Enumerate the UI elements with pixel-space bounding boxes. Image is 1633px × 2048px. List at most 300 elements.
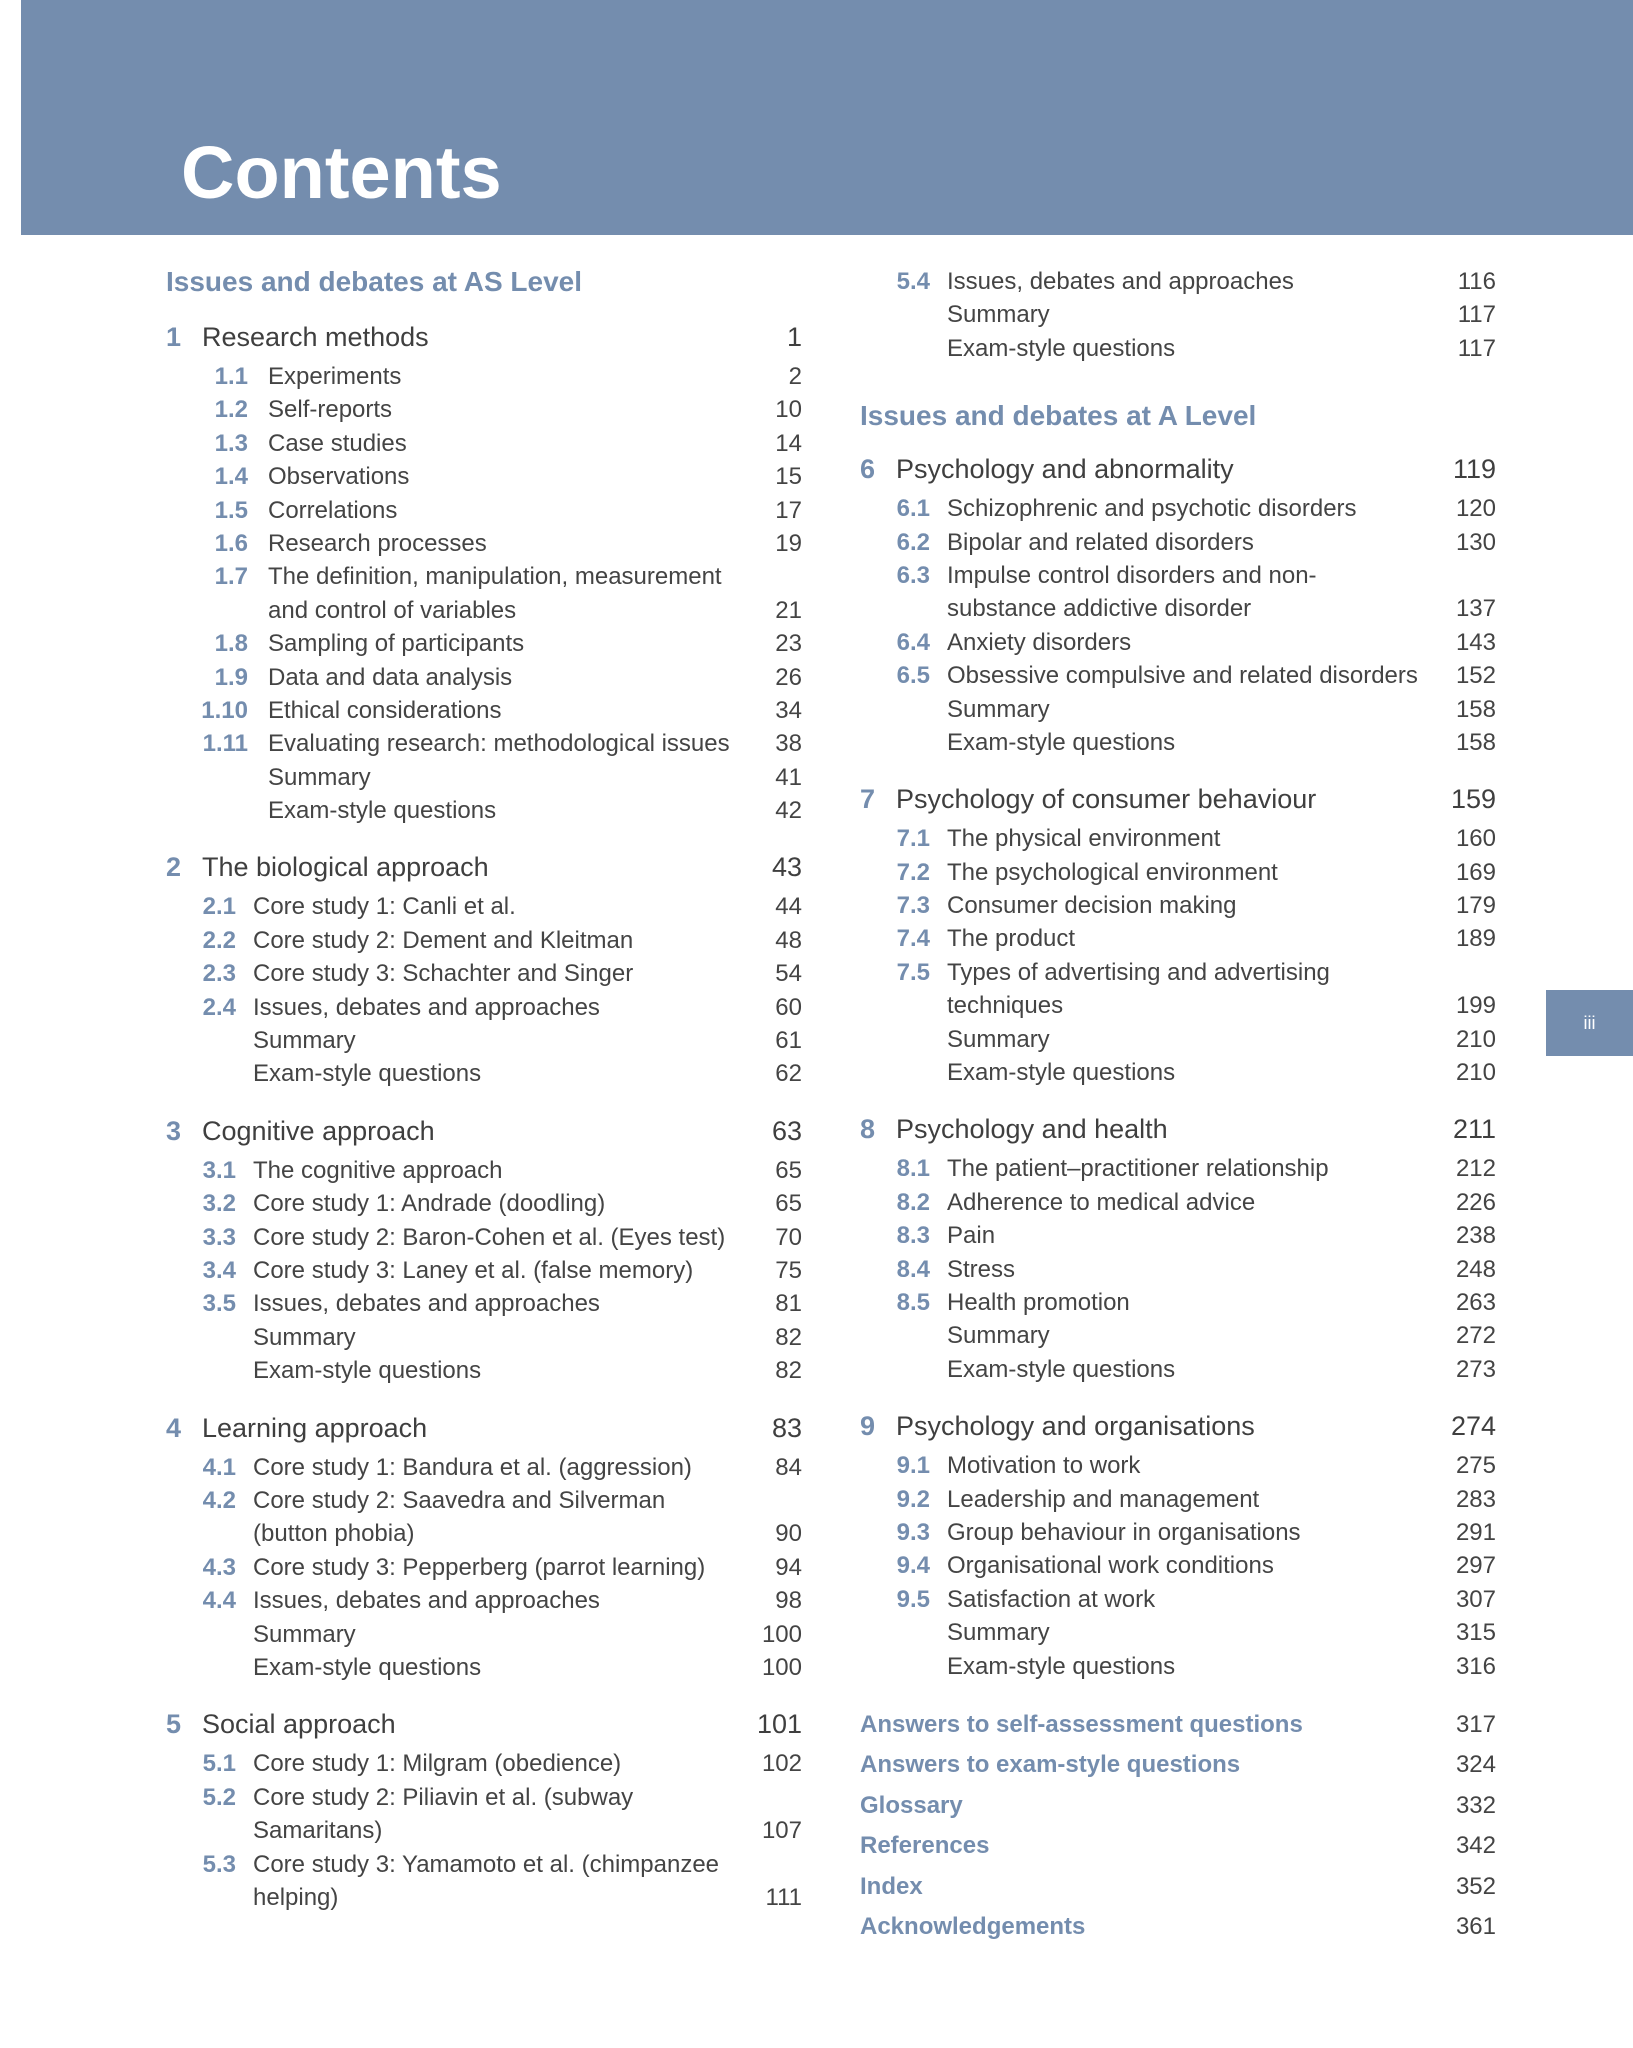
page-number-tab: iii [1546,990,1633,1056]
chapter-heading-7[interactable] [860,781,1496,817]
toc-section-6-1[interactable] [860,492,1496,525]
section-title: Case studies [268,429,407,457]
page-number: 210 [1455,1059,1496,1087]
page-number: 48 [775,926,802,954]
toc-section-3-4[interactable] [166,1254,802,1287]
chapter-number: 4 [166,1412,182,1443]
toc-chapter-6 [860,451,1496,759]
page-number: 21 [775,596,802,624]
section-title: Types of advertising and advertising techniques [947,958,1330,1020]
toc-section-1-5[interactable] [166,494,802,527]
toc-section-1-4[interactable] [166,460,802,493]
section-number: 8.1 [896,1155,930,1183]
page-number: 316 [1455,1652,1496,1680]
page-number: 98 [775,1587,802,1615]
toc-section-1-7[interactable] [166,560,802,627]
section-title: Exam-style questions [268,797,497,825]
page-number: 189 [1455,925,1496,953]
chapter-title: Psychology and abnormality [896,454,1234,485]
section-number: 7.5 [896,958,930,986]
chapter-page-number: 63 [771,1115,802,1146]
page-number: 248 [1455,1255,1496,1283]
toc-chapter-8 [860,1111,1496,1386]
toc-section-2-1[interactable] [166,890,802,923]
toc-section-2-4[interactable] [166,991,802,1024]
section-title: Core study 2: Dement and Kleitman [253,926,634,954]
page-number: 61 [775,1027,802,1055]
section-number: 2.2 [202,926,236,954]
toc-section-1-1[interactable] [166,360,802,393]
chapter-heading-3[interactable] [166,1113,802,1149]
chapter-title: Research methods [202,322,429,352]
section-number: 1.9 [214,663,248,691]
section-title: Summary [947,1619,1050,1647]
chapter-page-number: 211 [1452,1114,1496,1145]
section-title: Core study 2: Baron-Cohen et al. (Eyes test) [253,1223,726,1251]
toc-section-summary[interactable] [860,1319,1496,1352]
chapter-page-number: 119 [1452,454,1496,485]
toc-section-exam-style-questions[interactable] [860,1650,1496,1683]
section-title: Consumer decision making [947,892,1237,920]
end-matter-title: Index [860,1872,923,1900]
page-number: 210 [1455,1025,1496,1053]
section-number: 3.1 [202,1156,236,1184]
section-title: Summary [253,1323,356,1351]
section-title: Bipolar and related disorders [947,528,1254,556]
toc-section-4-4[interactable] [166,1584,802,1617]
toc-section-7-2[interactable] [860,856,1496,889]
section-title: Observations [268,463,410,491]
section-number: 4.4 [202,1587,236,1615]
section-number: 2.4 [202,993,236,1021]
section-title: Impulse control disorders and non-substance addictive disorder [947,561,1317,623]
end-matter-page-number: 332 [1455,1791,1496,1819]
section-number: 8.4 [896,1255,930,1283]
chapter-number: 5 [166,1709,182,1740]
page-number: 291 [1455,1518,1496,1546]
section-title: Group behaviour in organisations [947,1518,1301,1546]
toc-section-9-4[interactable] [860,1549,1496,1582]
page-number: 62 [775,1060,802,1088]
chapter-heading-5[interactable] [166,1706,802,1742]
section-title: Core study 2: Saavedra and Silverman (button phobia) [253,1486,666,1548]
toc-section-7-5[interactable] [860,956,1496,1023]
section-title: Summary [947,1322,1050,1350]
end-matter-acknowledgements[interactable] [860,1907,1496,1948]
section-number: 9.4 [896,1552,930,1580]
toc-section-8-1[interactable] [860,1152,1496,1185]
toc-section-exam-style-questions[interactable] [166,1354,802,1387]
section-number: 9.1 [896,1452,930,1480]
page-number: 70 [775,1223,802,1251]
page-number: 102 [761,1750,802,1778]
section-title: Schizophrenic and psychotic disorders [947,495,1357,523]
chapter-title: Psychology and organisations [896,1411,1255,1442]
toc-section-1-6[interactable] [166,527,802,560]
page-number: 315 [1455,1619,1496,1647]
page-number: 90 [775,1520,802,1548]
toc-right-column [860,265,1496,1948]
page-number: 160 [1455,825,1496,853]
part-heading-as-level[interactable]: Issues and debates at AS Level [166,266,583,297]
chapter-page-number: 101 [756,1709,802,1740]
section-title: Summary [947,1025,1050,1053]
section-title: Core study 3: Pepperberg (parrot learning) [253,1553,706,1581]
toc-section-exam-style-questions[interactable] [860,332,1496,365]
section-title: The psychological environment [947,858,1278,886]
chapter-number: 8 [860,1114,876,1145]
toc-section-2-3[interactable] [166,957,802,990]
page-number: 23 [775,630,802,658]
page-number: 179 [1455,892,1496,920]
section-number: 2.3 [202,960,236,988]
toc-section-summary[interactable] [860,1023,1496,1056]
section-title: Summary [947,695,1050,723]
left-chapter-list [166,319,802,1914]
toc-section-summary[interactable] [860,693,1496,726]
section-number: 3.2 [202,1190,236,1218]
page-number: 26 [775,663,802,691]
section-number: 9.3 [896,1518,930,1546]
section-title: Exam-style questions [253,1357,482,1385]
section-number: 7.1 [896,825,930,853]
chapter-number: 7 [860,784,876,815]
toc-chapter-3 [166,1113,802,1388]
section-number: 2.1 [202,893,236,921]
chapter-number: 3 [166,1115,182,1146]
toc-section-6-5[interactable] [860,659,1496,692]
section-title: The product [947,925,1076,953]
page-number: 272 [1455,1322,1496,1350]
part-heading-a-level[interactable]: Issues and debates at A Level [860,400,1257,432]
end-matter-page-number: 324 [1455,1751,1496,1779]
end-matter-page-number: 342 [1455,1832,1496,1860]
toc-section-6-2[interactable] [860,526,1496,559]
page-number: 14 [775,429,802,457]
page-number: 283 [1455,1485,1496,1513]
toc-section-7-4[interactable] [860,922,1496,955]
page-number: 94 [775,1553,802,1581]
section-title: Exam-style questions [253,1060,482,1088]
section-title: Exam-style questions [947,334,1176,362]
toc-section-1-2[interactable] [166,393,802,426]
toc-section-1-9[interactable] [166,661,802,694]
section-title: Obsessive compulsive and related disorders [947,662,1418,690]
header-banner [21,0,1633,235]
chapter-number: 9 [860,1411,876,1442]
section-number: 7.3 [896,892,930,920]
section-title: Ethical considerations [268,696,502,724]
end-matter-answers-to-self-assessment-questions[interactable] [860,1705,1496,1746]
page-number: 120 [1455,495,1496,523]
toc-section-8-3[interactable] [860,1219,1496,1252]
toc-section-6-3[interactable] [860,559,1496,626]
section-title: Issues, debates and approaches [253,1290,600,1318]
section-title: Experiments [268,363,402,390]
toc-chapter-9 [860,1408,1496,1683]
toc-section-4-3[interactable] [166,1551,802,1584]
page-number: 111 [765,1883,802,1911]
toc-section-9-1[interactable] [860,1449,1496,1482]
chapter-page-number: 43 [771,852,802,883]
section-title: Core study 1: Canli et al. [253,893,516,921]
page-number: 238 [1455,1222,1496,1250]
chapter-page-number: 159 [1450,784,1496,815]
toc-section-6-4[interactable] [860,626,1496,659]
chapter-heading-9[interactable] [860,1408,1496,1444]
page-number: 107 [761,1817,802,1845]
page-number: 75 [775,1257,802,1284]
page-number: 10 [775,396,802,424]
toc-chapter-5 [166,1706,802,1914]
section-title: Motivation to work [947,1452,1141,1480]
toc-section-3-3[interactable] [166,1221,802,1254]
toc-section-8-2[interactable] [860,1186,1496,1219]
section-title: Summary [253,1027,356,1055]
section-number: 1.2 [214,396,248,424]
toc-section-summary[interactable] [166,1024,802,1057]
page-number: 38 [775,730,802,758]
page-number: 54 [775,960,802,988]
toc-section-exam-style-questions[interactable] [166,1057,802,1090]
page-number: 65 [775,1156,802,1184]
end-matter-answers-to-exam-style-questions[interactable] [860,1745,1496,1786]
end-matter-glossary[interactable] [860,1786,1496,1827]
toc-section-3-5[interactable] [166,1287,802,1320]
toc-section-exam-style-questions[interactable] [860,1056,1496,1089]
page-number: 307 [1455,1585,1496,1613]
section-number: 1.1 [214,363,248,390]
section-number: 6.3 [896,561,930,589]
page-number: 212 [1455,1155,1496,1183]
section-title: Core study 3: Schachter and Singer [253,960,634,988]
toc-section-4-1[interactable] [166,1451,802,1484]
section-title: Exam-style questions [947,1059,1176,1087]
toc-section-3-1[interactable] [166,1154,802,1187]
chapter-heading-6[interactable] [860,451,1496,487]
section-number: 6.4 [896,628,930,656]
page-number: 158 [1455,695,1496,723]
continued-section-list [860,265,1496,365]
page-number: 226 [1455,1188,1496,1216]
toc-section-summary[interactable] [860,298,1496,331]
section-title: Research processes [268,529,487,557]
page-number: 130 [1455,528,1496,556]
page-number: 117 [1457,301,1496,329]
section-number: 9.5 [896,1585,930,1613]
toc-section-4-2[interactable] [166,1484,802,1551]
section-number: 5.1 [202,1750,236,1778]
page-number: 84 [775,1453,802,1481]
toc-section-8-4[interactable] [860,1253,1496,1286]
chapter-title: Psychology and health [896,1114,1168,1145]
toc-section-exam-style-questions[interactable] [860,1353,1496,1386]
toc-section-exam-style-questions[interactable] [166,1651,802,1684]
section-title: Issues, debates and approaches [947,268,1294,295]
toc-section-2-2[interactable] [166,924,802,957]
section-title: Exam-style questions [947,1652,1176,1680]
end-matter-title: Answers to exam-style questions [860,1751,1241,1779]
section-title: Exam-style questions [253,1653,482,1681]
page-number: 199 [1455,992,1496,1020]
section-title: Core study 1: Bandura et al. (aggression) [253,1453,692,1481]
page-number: 81 [775,1290,802,1318]
section-title: Exam-style questions [947,1355,1176,1383]
chapter-heading-1[interactable] [166,319,802,355]
section-title: Correlations [268,496,398,524]
section-number: 6.2 [896,528,930,556]
end-matter-page-number: 361 [1455,1913,1496,1941]
section-number: 8.5 [896,1289,930,1317]
section-number: 1.7 [214,563,248,591]
chapter-page-number: 274 [1450,1411,1496,1442]
toc-section-1-8[interactable] [166,627,802,660]
section-title: Anxiety disorders [947,628,1132,656]
chapter-page-number: 1 [786,322,802,352]
page-number: 2 [788,363,802,390]
toc-chapter-4 [166,1410,802,1685]
page-number: 41 [775,763,802,791]
section-title: Sampling of participants [268,630,525,658]
section-number: 8.3 [896,1222,930,1250]
section-title: Stress [947,1255,1016,1283]
toc-section-7-1[interactable] [860,822,1496,855]
section-number: 1.8 [214,630,248,658]
section-number: 4.2 [202,1486,236,1514]
toc-section-8-5[interactable] [860,1286,1496,1319]
toc-chapter-1 [166,319,802,827]
section-title: Pain [947,1222,996,1250]
section-title: Issues, debates and approaches [253,1587,600,1615]
section-number: 4.3 [202,1553,236,1581]
section-number: 1.6 [214,529,248,557]
toc-section-summary[interactable] [166,1618,802,1651]
section-number: 6.1 [896,495,930,523]
toc-section-5-4[interactable] [860,265,1496,298]
chapter-heading-8[interactable] [860,1111,1496,1147]
chapter-title: Cognitive approach [202,1115,435,1146]
section-number: 4.1 [202,1453,236,1481]
right-chapter-list [860,451,1496,1683]
section-title: Summary [268,763,371,791]
toc-section-summary[interactable] [166,761,802,794]
section-title: Summary [947,301,1050,329]
page-number: 82 [775,1323,802,1351]
page-number: 100 [761,1653,802,1681]
toc-section-1-10[interactable] [166,694,802,727]
end-matter-title: Glossary [860,1791,963,1819]
section-title: The patient–practitioner relationship [947,1155,1329,1183]
section-number: 3.4 [202,1257,236,1284]
page-title: Contents [181,131,502,214]
chapter-number: 6 [860,454,876,485]
section-number: 1.10 [201,696,248,724]
section-number: 1.3 [214,429,248,457]
page-number: 275 [1455,1452,1496,1480]
chapter-number: 1 [166,322,182,352]
page-number: 117 [1457,334,1496,362]
page-number: 34 [775,696,802,724]
page-number: 82 [775,1357,802,1385]
section-title: The physical environment [947,825,1221,853]
end-matter-index[interactable] [860,1867,1496,1908]
section-title: Core study 3: Laney et al. (false memory) [253,1257,694,1284]
section-title: Evaluating research: methodological issues [268,730,730,758]
end-matter-list [860,1705,1496,1948]
section-title: The cognitive approach [253,1156,503,1184]
page-number: 158 [1455,728,1496,756]
page-number: 42 [775,797,802,825]
section-number: 7.4 [896,925,930,953]
section-number: 1.11 [202,730,248,758]
toc-section-exam-style-questions[interactable] [166,794,802,827]
section-number: 1.4 [214,463,248,491]
section-title: Summary [253,1620,356,1648]
end-matter-title: Answers to self-assessment questions [860,1710,1303,1738]
toc-chapter-7 [860,781,1496,1089]
toc-section-9-2[interactable] [860,1483,1496,1516]
toc-section-summary[interactable] [166,1321,802,1354]
section-title: Leadership and management [947,1485,1260,1513]
section-title: Core study 1: Andrade (doodling) [253,1190,606,1218]
section-title: Health promotion [947,1289,1130,1317]
section-title: Core study 3: Yamamoto et al. (chimpanzee helping) [253,1850,720,1911]
toc-section-3-2[interactable] [166,1187,802,1220]
section-title: Exam-style questions [947,728,1176,756]
page-number: 152 [1455,662,1496,690]
section-title: Adherence to medical advice [947,1188,1256,1216]
page-number: 297 [1455,1552,1496,1580]
section-number: 8.2 [896,1188,930,1216]
toc-section-1-11[interactable] [166,727,802,760]
section-title: Data and data analysis [268,663,513,691]
section-number: 5.2 [202,1783,236,1811]
toc-section-summary[interactable] [860,1616,1496,1649]
chapter-title: Learning approach [202,1412,428,1443]
end-matter-title: Acknowledgements [860,1913,1086,1941]
section-title: Core study 1: Milgram (obedience) [253,1750,622,1778]
toc-section-exam-style-questions[interactable] [860,726,1496,759]
page-number: 65 [775,1190,802,1218]
section-title: Issues, debates and approaches [253,993,600,1021]
section-title: Self-reports [268,396,393,424]
section-number: 5.3 [202,1850,236,1878]
section-title: Satisfaction at work [947,1585,1156,1613]
toc-section-7-3[interactable] [860,889,1496,922]
toc-section-5-3[interactable] [166,1848,802,1915]
page-number: 273 [1455,1355,1496,1383]
toc-section-5-1[interactable] [166,1747,802,1780]
toc-section-9-3[interactable] [860,1516,1496,1549]
chapter-heading-4[interactable] [166,1410,802,1446]
end-matter-references[interactable] [860,1826,1496,1867]
page-number: 17 [775,496,802,524]
section-title: The definition, manipulation, measurement and control of variables [268,563,722,624]
chapter-title: The biological approach [202,852,489,883]
page-number: 15 [775,463,802,491]
toc-section-1-3[interactable] [166,427,802,460]
page-number: 60 [775,993,802,1021]
toc-section-9-5[interactable] [860,1583,1496,1616]
toc-chapter-2 [166,849,802,1090]
chapter-title: Social approach [202,1709,396,1740]
toc-section-5-2[interactable] [166,1781,802,1848]
page-number: 19 [775,529,802,557]
section-number: 9.2 [896,1485,930,1513]
page-number: 100 [761,1620,802,1648]
section-title: Organisational work conditions [947,1552,1274,1580]
chapter-heading-2[interactable] [166,849,802,885]
